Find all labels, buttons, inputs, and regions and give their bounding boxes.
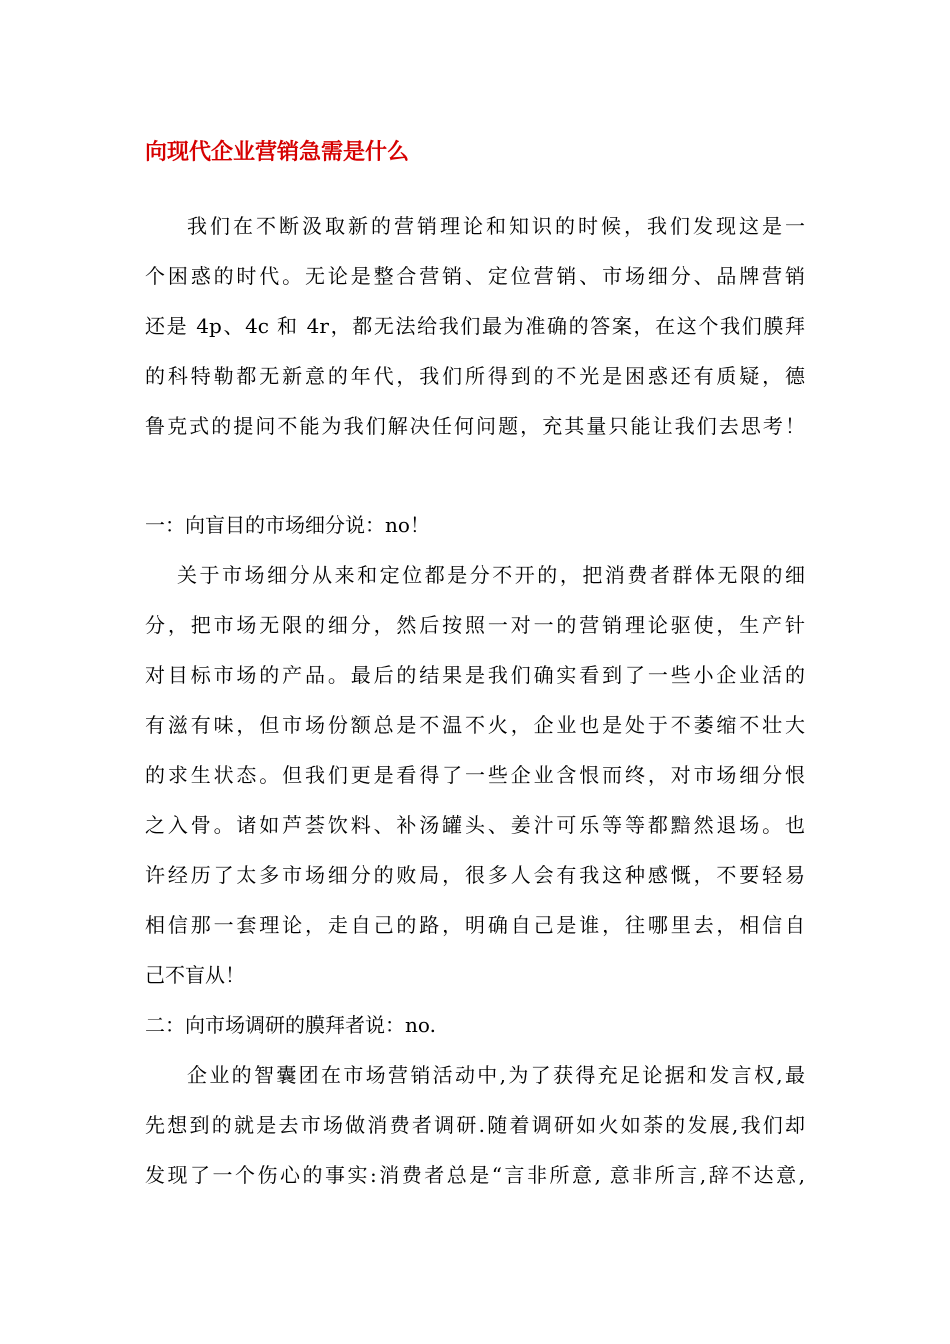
section2-heading: 二：向市场调研的膜拜者说：no.: [145, 1013, 436, 1037]
section1-line-8: 相信那一套理论，走自己的路，明确自己是谁，往哪里去，相信自: [145, 913, 805, 937]
section2-line-2: 先想到的就是去市场做消费者调研.随着调研如火如荼的发展,我们却: [145, 1113, 805, 1137]
section2-line-3: 发现了一个伤心的事实:消费者总是“言非所意, 意非所言,辞不达意,: [145, 1163, 805, 1187]
section1-line-3: 对目标市场的产品。最后的结果是我们确实看到了一些小企业活的: [145, 663, 805, 687]
document-title: 向现代企业营销急需是什么: [145, 139, 410, 165]
intro-line-1: 我们在不断汲取新的营销理论和知识的时候，我们发现这是一: [187, 214, 805, 238]
intro-line-3: 还是 4p、4c 和 4r，都无法给我们最为准确的答案，在这个我们膜拜: [145, 314, 805, 338]
section1-line-7: 许经历了太多市场细分的败局，很多人会有我这种感慨，不要轻易: [145, 863, 805, 887]
section1-line-4: 有滋有味，但市场份额总是不温不火，企业也是处于不萎缩不壮大: [145, 713, 805, 737]
section1-line-6: 之入骨。诸如芦荟饮料、补汤罐头、姜汁可乐等等都黯然退场。也: [145, 813, 805, 837]
section1-line-2: 分，把市场无限的细分，然后按照一对一的营销理论驱使，生产针: [145, 613, 805, 637]
section1-heading: 一：向盲目的市场细分说：no！: [145, 513, 430, 537]
intro-line-5: 鲁克式的提问不能为我们解决任何问题，充其量只能让我们去思考！: [145, 414, 805, 438]
section1-line-5: 的求生状态。但我们更是看得了一些企业含恨而终，对市场细分恨: [145, 763, 805, 787]
intro-line-2: 个困惑的时代。无论是整合营销、定位营销、市场细分、品牌营销: [145, 264, 805, 288]
section2-line-1: 企业的智囊团在市场营销活动中,为了获得充足论据和发言权,最: [187, 1063, 805, 1087]
intro-line-4: 的科特勒都无新意的年代，我们所得到的不光是困惑还有质疑，德: [145, 364, 805, 388]
section1-line-9: 己不盲从！: [145, 963, 245, 987]
section1-line-1: 关于市场细分从来和定位都是分不开的，把消费者群体无限的细: [177, 563, 805, 587]
